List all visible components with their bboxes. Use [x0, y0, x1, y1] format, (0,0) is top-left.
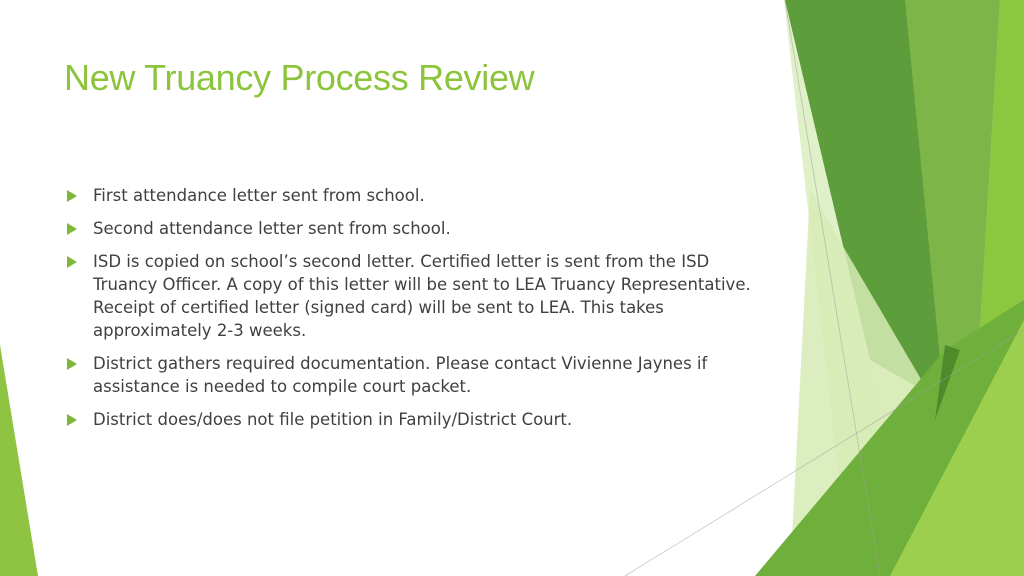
- bullet-text: District does/does not file petition in Family/District Court.: [93, 410, 573, 429]
- bullet-list: [64, 184, 764, 441]
- triangle-bullet-icon: [67, 358, 77, 370]
- bullet-text: First attendance letter sent from school.: [93, 186, 425, 205]
- triangle-bullet-icon: [67, 223, 77, 235]
- slide-title: New Truancy Process Review: [64, 57, 535, 98]
- bullet-text: Second attendance letter sent from school.: [93, 219, 451, 238]
- bullet-item: [64, 184, 764, 207]
- bullet-item: [64, 217, 764, 240]
- left-edge-shape: [0, 345, 38, 576]
- bullet-text: ISD is copied on school’s second letter. Certified letter is sent from the ISD Truancy Officer. A copy of this letter will be sent to LEA Truancy Representative. Receipt of certified letter (signed card) will be sent to LEA. This takes approximately 2-3 weeks.: [93, 252, 751, 340]
- bullet-text: District gathers required documentation. Please contact Vivienne Jaynes if assistance is needed to compile court packet.: [93, 354, 708, 396]
- triangle-bullet-icon: [67, 414, 77, 426]
- triangle-bullet-icon: [67, 190, 77, 202]
- bullet-item: [64, 352, 764, 398]
- triangle-bullet-icon: [67, 256, 77, 268]
- bullet-item: [64, 408, 764, 431]
- bullet-item: [64, 250, 764, 342]
